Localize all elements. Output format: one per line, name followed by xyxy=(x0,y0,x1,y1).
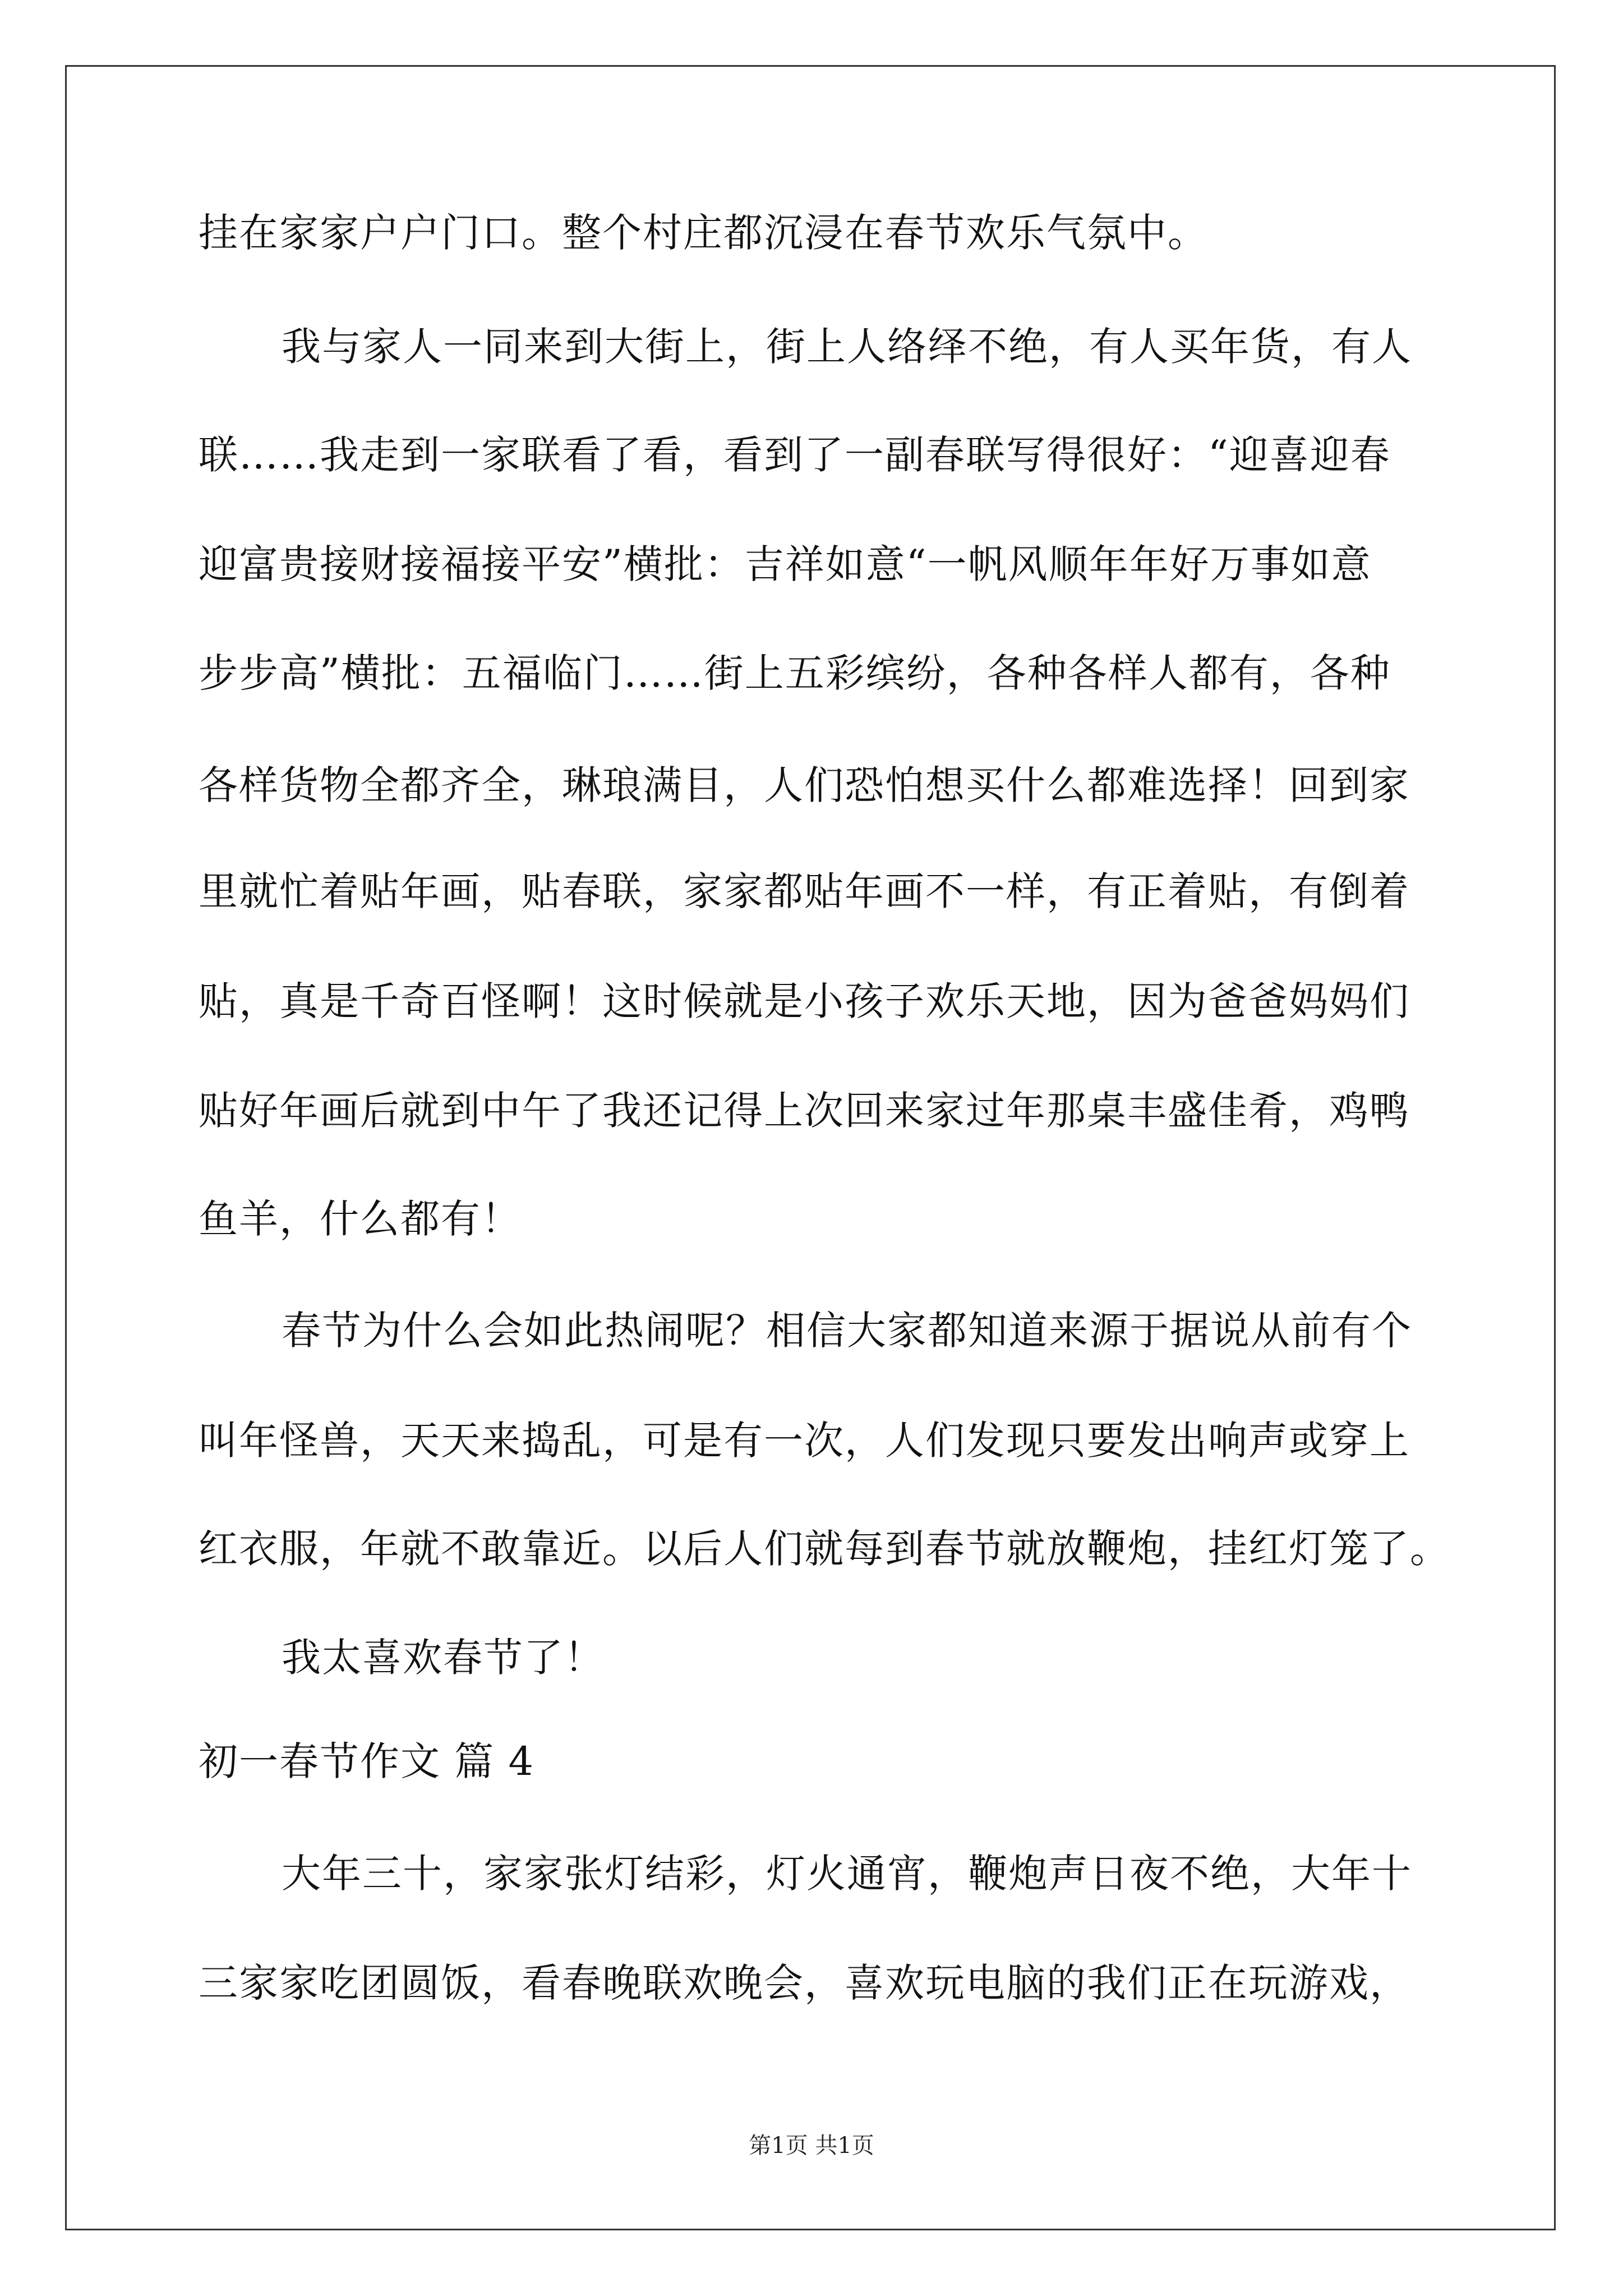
text-line: 红衣服，年就不敢靠近。以后人们就每到春节就放鞭炮，挂红灯笼了。 xyxy=(199,1526,1450,1572)
text-line: 步步高”横批：五福临门……街上五彩缤纷，各种各样人都有，各种 xyxy=(199,650,1391,696)
text-line: 迎富贵接财接福接平安”横批：吉祥如意“一帆风顺年年好万事如意 xyxy=(199,541,1372,587)
text-line: 里就忙着贴年画，贴春联，家家都贴年画不一样，有正着贴，有倒着 xyxy=(199,868,1410,914)
page-footer: 第1页 共1页 xyxy=(749,2133,874,2159)
text-line: 我太喜欢春节了！ xyxy=(282,1635,605,1681)
text-line: 三家家吃团圆饭，看春晚联欢晚会，喜欢玩电脑的我们正在玩游戏， xyxy=(199,1960,1410,2006)
text-line: 春节为什么会如此热闹呢？相信大家都知道来源于据说从前有个 xyxy=(282,1308,1412,1354)
page-border xyxy=(65,65,1556,2230)
text-line: 鱼羊，什么都有！ xyxy=(199,1196,522,1242)
text-line: 贴好年画后就到中午了我还记得上次回来家过年那桌丰盛佳肴，鸡鸭 xyxy=(199,1088,1410,1134)
text-line: 挂在家家户户门口。整个村庄都沉浸在春节欢乐气氛中。 xyxy=(199,210,1208,256)
text-line: 各样货物全都齐全，琳琅满目，人们恐怕想买什么都难选择！回到家 xyxy=(199,762,1410,808)
text-line: 大年三十，家家张灯结彩，灯火通宵，鞭炮声日夜不绝，大年十 xyxy=(282,1851,1412,1897)
text-line: 叫年怪兽，天天来捣乱，可是有一次，人们发现只要发出响声或穿上 xyxy=(199,1418,1410,1464)
section-heading: 初一春节作文 篇 4 xyxy=(199,1738,535,1784)
text-line: 联……我走到一家联看了看，看到了一副春联写得很好：“迎喜迎春 xyxy=(199,432,1391,478)
text-line: 我与家人一同来到大街上，街上人络绎不绝，有人买年货，有人 xyxy=(282,324,1412,370)
text-line: 贴，真是千奇百怪啊！这时候就是小孩子欢乐天地，因为爸爸妈妈们 xyxy=(199,978,1410,1024)
